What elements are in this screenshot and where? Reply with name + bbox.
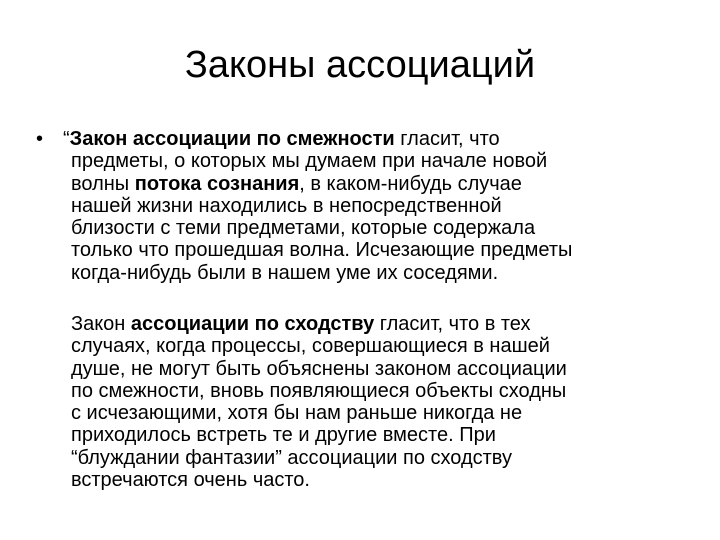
text-fragment: гласит, что — [394, 128, 500, 150]
text-line: “блуждании фантазии” ассоциации по сходству — [71, 446, 512, 469]
text-line: приходилось встреть те и другие вместе. При — [71, 424, 496, 447]
text-line: встречаются очень часто. — [71, 469, 310, 492]
text-line: только что прошедшая волна. Исчезающие предметы — [71, 239, 573, 262]
paragraph-contiguity — [63, 128, 686, 284]
text-line — [63, 128, 686, 150]
bold-term-contiguity-law: Закон ассоциации по смежности — [69, 128, 395, 150]
text-line: душе, не могут быть объяснены законом ассоциации — [71, 357, 567, 380]
text-line: по смежности, вновь появляющиеся объекты сходны — [71, 379, 567, 402]
text-line — [71, 173, 686, 195]
text-fragment: волны — [71, 172, 135, 195]
text-fragment: Закон — [71, 313, 131, 335]
text-line: когда-нибудь были в нашем уме их соседями. — [71, 261, 499, 284]
text-line: с исчезающими, хотя бы нам раньше никогда не — [71, 402, 523, 425]
slide-title: Законы ассоциаций — [184, 44, 536, 86]
text-fragment: , в каком-нибудь случае — [299, 172, 522, 195]
text-line: нашей жизни находились в непосредственной — [71, 194, 502, 217]
bullet-marker: • — [36, 128, 44, 150]
paragraph-similarity — [71, 313, 686, 491]
text-fragment: гласит, что в тех — [374, 313, 531, 335]
text-line: близости с теми предметами, которые содержала — [71, 217, 536, 240]
bold-term-similarity-law: ассоциации по сходству — [130, 313, 375, 335]
text-line: случаях, когда процессы, совершающиеся в нашей — [71, 335, 550, 358]
bold-term-stream-of-consciousness: потока сознания — [134, 172, 300, 195]
text-line: предметы, о которых мы думаем при начале новой — [71, 150, 548, 173]
text-line — [71, 313, 686, 335]
open-quote: “ — [63, 128, 70, 150]
